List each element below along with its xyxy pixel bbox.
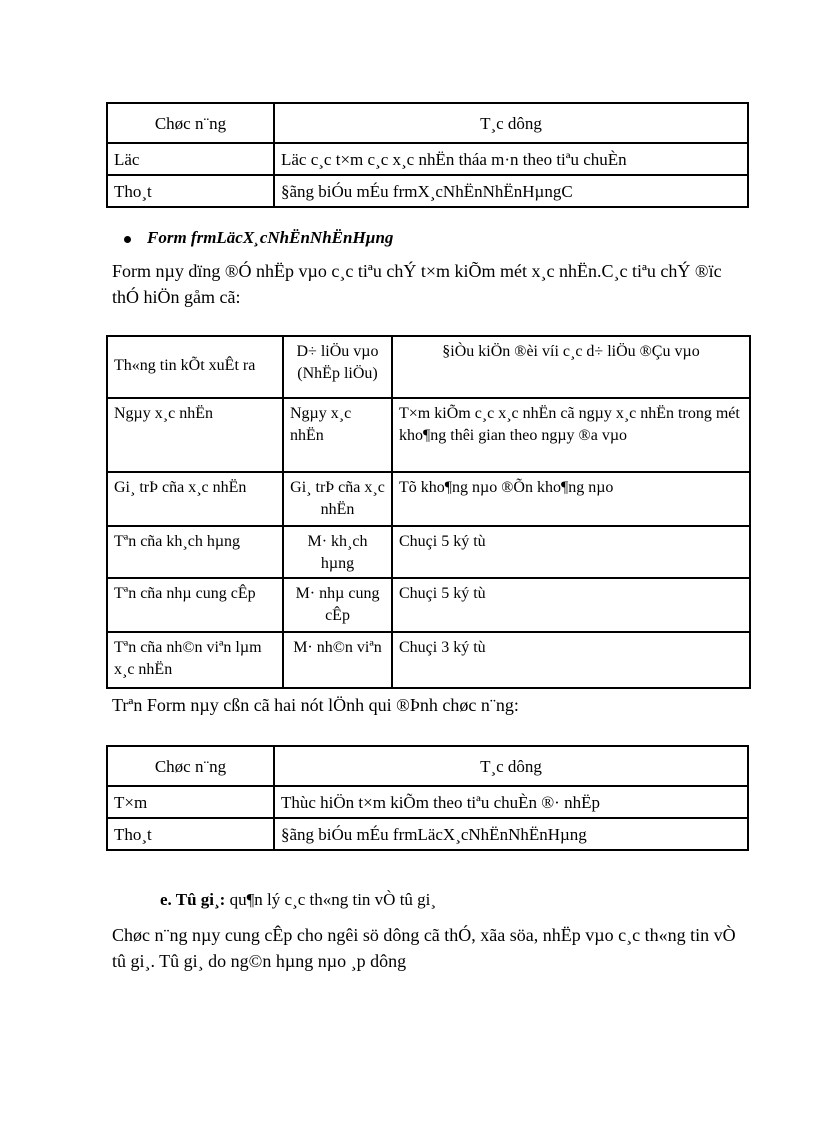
- table-cell: Gi¸ trÞ cña x¸c nhËn: [283, 472, 392, 526]
- table-cell: Chuçi 5 ký tù: [392, 578, 750, 632]
- section-e-label: e. Tû gi¸:: [160, 890, 226, 909]
- header-effect: T¸c dông: [274, 746, 748, 786]
- table-cell: M· nhµ cung cÊp: [283, 578, 392, 632]
- table-cell: Tªn cña nh©n viªn lµm x¸c nhËn: [107, 632, 283, 688]
- table-cell: Ngµy x¸c nhËn: [107, 398, 283, 472]
- section-e-heading: [160, 890, 436, 910]
- table-cell: §ãng biÓu mÉu frmLäcX¸cNhËnNhËnHµng: [274, 818, 748, 850]
- table-cell: §ãng biÓu mÉu frmX¸cNhËnNhËnHµngC: [274, 175, 748, 207]
- exchange-rate-paragraph: Chøc n¨ng nµy cung cÊp cho ngêi sö dông cã thÓ, xãa söa, nhËp vµo c¸c th«ng tin vÒ tû gi¸. Tû gi¸ do ng©n hµng nµo ¸p dông: [112, 925, 736, 971]
- form-bullet-heading: [124, 228, 393, 248]
- header-function: Chøc n¨ng: [107, 746, 274, 786]
- table-cell: Tªn cña kh¸ch hµng: [107, 526, 283, 578]
- header-effect: T¸c dông: [274, 103, 748, 143]
- criteria-table: [106, 335, 751, 689]
- table-cell: Tho¸t: [107, 175, 274, 207]
- table-cell: Tho¸t: [107, 818, 274, 850]
- table-cell: Chuçi 5 ký tù: [392, 526, 750, 578]
- bullet-icon: [124, 236, 131, 243]
- table-cell: Ngµy x¸c nhËn: [283, 398, 392, 472]
- header-conditions: §iÒu kiÖn ®èi víi c¸c d÷ liÖu ®Çu vµo: [392, 336, 750, 398]
- buttons-paragraph: Trªn Form nµy cßn cã hai nót lÖnh qui ®Þnh chøc n¨ng:: [112, 695, 519, 715]
- table-cell: M· nh©n viªn: [283, 632, 392, 688]
- table-cell: Läc c¸c t×m c¸c x¸c nhËn tháa m·n theo tiªu chuÈn: [274, 143, 748, 175]
- bullet-text: Form frmLäcX¸cNhËnNhËnHµng: [147, 228, 394, 247]
- table-cell: Läc: [107, 143, 274, 175]
- function-table-1: [106, 102, 749, 208]
- table-cell: M· kh¸ch hµng: [283, 526, 392, 578]
- header-function: Chøc n¨ng: [107, 103, 274, 143]
- table-cell: Chuçi 3 ký tù: [392, 632, 750, 688]
- table-cell: Gi¸ trÞ cña x¸c nhËn: [107, 472, 283, 526]
- table-cell: T×m kiÕm c¸c x¸c nhËn cã ngµy x¸c nhËn trong mét kho¶ng thêi gian theo ngµy ®a vµo: [392, 398, 750, 472]
- header-input-data: D÷ liÖu vµo (NhËp liÖu): [283, 336, 392, 398]
- intro-paragraph: Form nµy dïng ®Ó nhËp vµo c¸c tiªu chÝ t×m kiÕm mét x¸c nhËn.C¸c tiªu chÝ ®ïc thÓ hiÖn gåm cã:: [112, 261, 722, 307]
- function-table-2: [106, 745, 749, 851]
- table-cell: Thùc hiÖn t×m kiÕm theo tiªu chuÈn ®· nhËp: [274, 786, 748, 818]
- table-cell: T×m: [107, 786, 274, 818]
- table-cell: Tªn cña nhµ cung cÊp: [107, 578, 283, 632]
- table-cell: Tõ kho¶ng nµo ®Õn kho¶ng nµo: [392, 472, 750, 526]
- header-output-info: Th«ng tin kÕt xuÊt ra: [107, 336, 283, 398]
- section-e-text: qu¶n lý c¸c th«ng tin vÒ tû gi¸: [225, 890, 437, 909]
